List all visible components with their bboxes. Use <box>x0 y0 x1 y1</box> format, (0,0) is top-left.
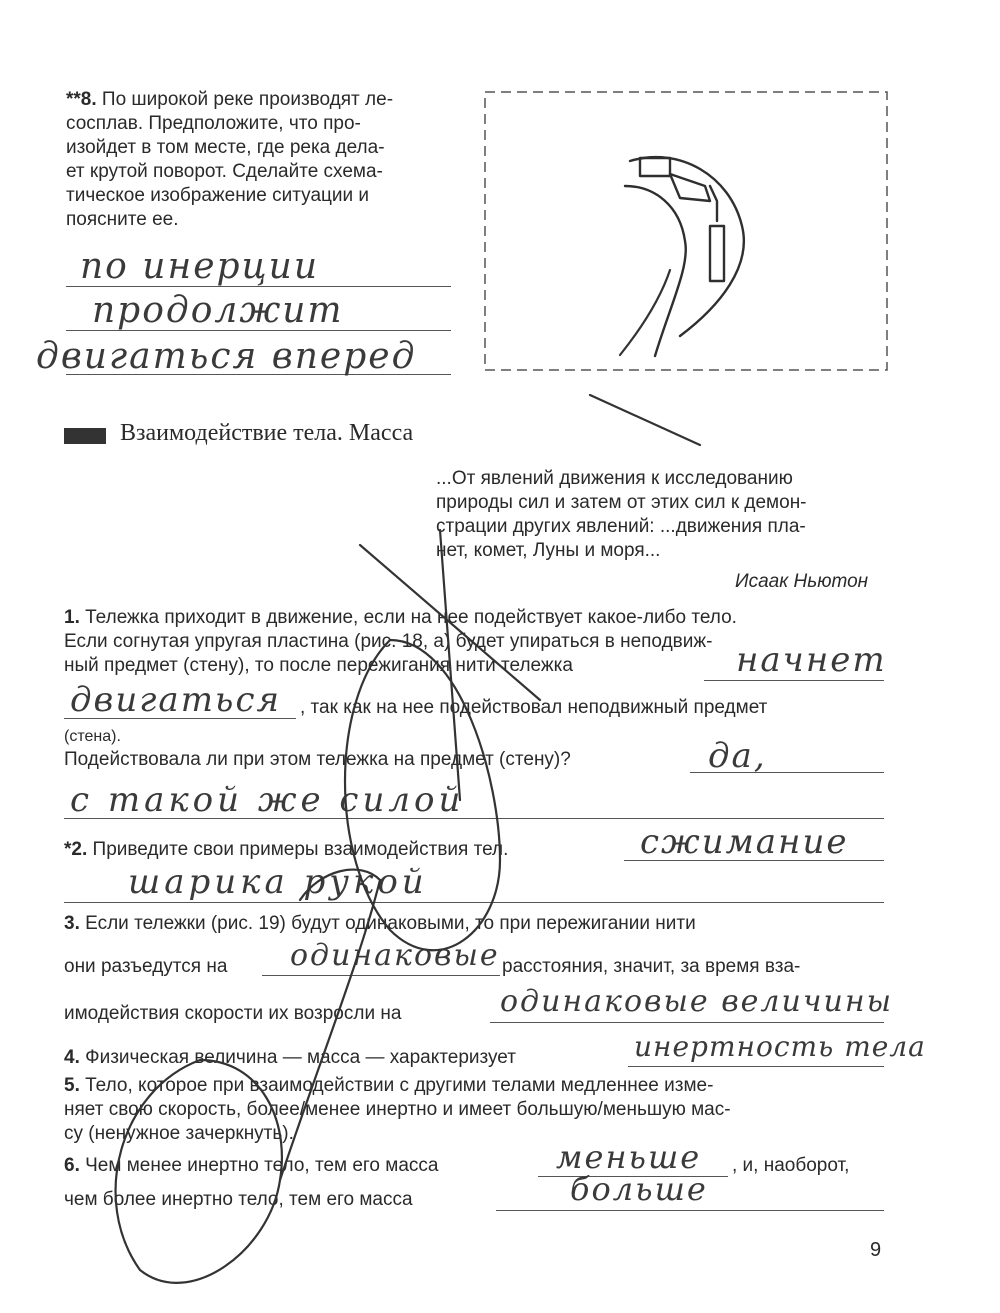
task1-line-4: , так как на нее подействовал неподвижный предмет <box>300 697 768 718</box>
task3-answer-1: одинаковые <box>290 938 500 973</box>
task6-line-1b: , и, наоборот, <box>732 1155 850 1176</box>
task2-number: *2. <box>64 839 88 860</box>
task1-number: 1. <box>64 607 80 628</box>
page-number: 9 <box>870 1239 882 1261</box>
task6-rule-2 <box>496 1210 884 1211</box>
task8-line-4: ет крутой поворот. Сделайте схема- <box>66 161 383 182</box>
epigraph-author: Исаак Ньютон <box>735 571 869 592</box>
task4-rule <box>628 1066 884 1067</box>
task8-answer-1: по инерции <box>80 246 320 287</box>
epigraph-line-2: природы сил и затем от этих сил к демон- <box>436 492 807 513</box>
river-sketch <box>625 157 744 356</box>
task1-rule-1 <box>704 680 884 681</box>
task8-text <box>66 88 393 112</box>
section-marker <box>64 428 106 444</box>
task6-answer-2: больше <box>570 1170 708 1208</box>
task4-answer: инертность тела <box>634 1030 926 1063</box>
task4-line <box>64 1046 516 1070</box>
task8-line-5: тическое изображение ситуации и <box>66 185 370 206</box>
task1-line-1 <box>64 606 737 630</box>
task4-number: 4. <box>64 1047 80 1068</box>
task4-text: Физическая величина — масса — характеризует <box>85 1047 516 1068</box>
task8-line-6: поясните ее. <box>66 209 179 230</box>
task5-line-2: няет свою скорость, более/менее инертно и имеет большую/меньшую мас- <box>64 1099 731 1120</box>
task3-line-1 <box>64 912 696 936</box>
task8-answer-3: двигаться вперед <box>36 336 417 377</box>
task2-line <box>64 838 508 862</box>
task5-number: 5. <box>64 1075 80 1096</box>
epigraph-line-4: нет, комет, Луны и моря... <box>436 540 661 561</box>
task3-answer-2: одинаковые величины <box>500 984 894 1019</box>
task2-text: Приведите свои примеры взаимодействия тел. <box>92 839 509 860</box>
task8-line-1: По широкой реке производят ле- <box>101 89 394 110</box>
task2-rule-2 <box>64 902 884 903</box>
task1-answer-1: начнет <box>736 640 887 680</box>
epigraph-line-1: ...От явлений движения к исследованию <box>436 468 793 489</box>
task8-line-2: сосплав. Предположите, что про- <box>66 113 361 134</box>
task5-line-3: су (ненужное зачеркнуть). <box>64 1123 294 1144</box>
task1-line-2: Если согнутая упругая пластина (рис. 18, а) будет упираться в неподвиж- <box>64 631 713 652</box>
task6-answer-1: меньше <box>556 1138 702 1176</box>
section-title: Взаимодействие тела. Масса <box>120 420 414 446</box>
task6-text-1: Чем менее инертно тело, тем его масса <box>85 1155 439 1176</box>
task5-text-1: Тело, которое при взаимодействии с другими телами медленнее изме- <box>85 1075 714 1096</box>
task3-line-2b: расстояния, значит, за время вза- <box>502 956 801 977</box>
task8-line-3: изойдет в том месте, где река дела- <box>66 137 385 158</box>
task8-drawing-box <box>480 86 894 376</box>
task1-answer-3: да, <box>708 736 767 776</box>
task8-answer-2: продолжит <box>92 290 344 331</box>
task3-rule-1 <box>262 975 500 976</box>
task1-text-1: Тележка приходит в движение, если на нее подействует какое-либо тело. <box>85 607 737 628</box>
task1-line-6: Подействовала ли при этом тележка на предмет (стену)? <box>64 749 571 770</box>
task3-number: 3. <box>64 913 80 934</box>
task3-rule-2 <box>490 1022 884 1023</box>
task8-number: **8. <box>66 89 97 110</box>
task3-text-1: Если тележки (рис. 19) будут одинаковыми, то при пережигании нити <box>85 913 696 934</box>
task1-answer-2: двигаться <box>70 680 281 720</box>
task6-line-2: чем более инертно тело, тем его масса <box>64 1189 413 1210</box>
task3-line-2a: они разъедутся на <box>64 956 228 977</box>
task2-answer-1: сжимание <box>640 822 849 862</box>
task5-line-1 <box>64 1074 713 1098</box>
epigraph-line-3: страции других явлений: ...движения пла- <box>436 516 806 537</box>
task1-answer-4: с такой же силой <box>70 780 465 820</box>
task2-answer-2: шарика рукой <box>128 862 428 902</box>
task6-line-1a <box>64 1154 438 1178</box>
task3-line-3: имодействия скорости их возросли на <box>64 1003 402 1024</box>
task6-number: 6. <box>64 1155 80 1176</box>
task1-line-3: ный предмет (стену), то после пережигания нити тележка <box>64 655 573 676</box>
overlay-stroke-1 <box>590 395 700 445</box>
task1-line-5: (стена). <box>64 728 121 745</box>
